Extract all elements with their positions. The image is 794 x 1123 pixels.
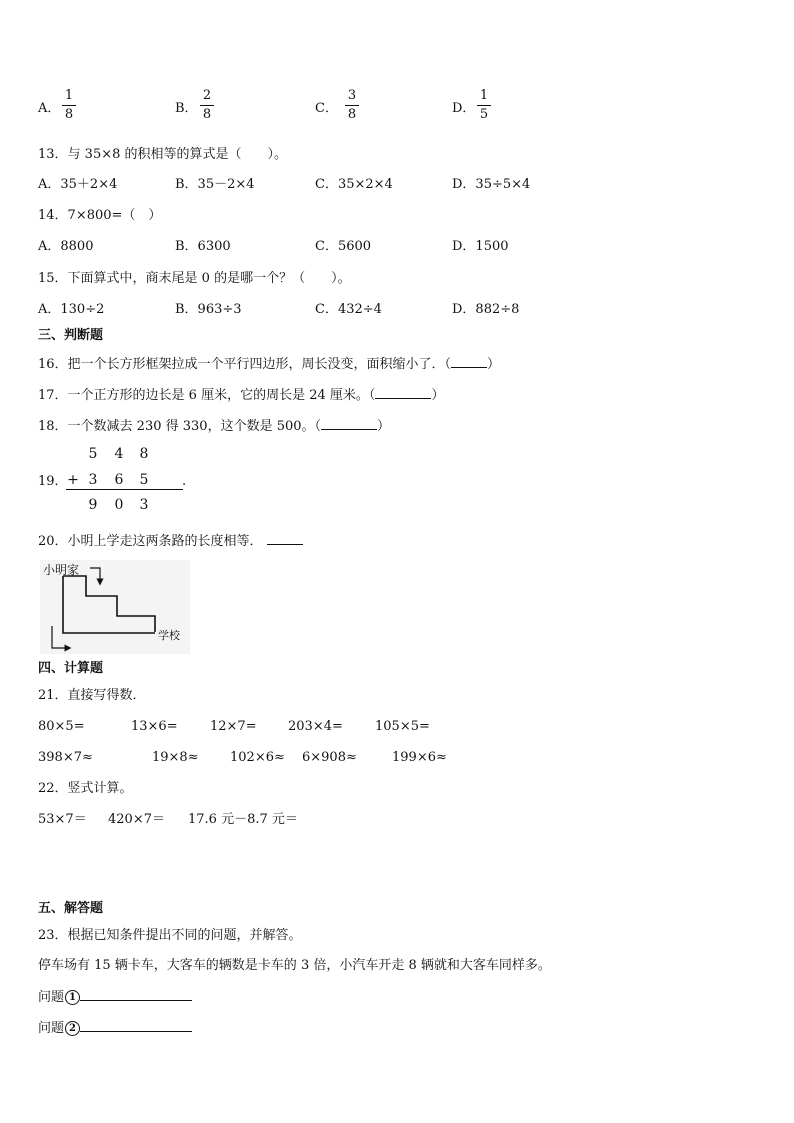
fraction-bar bbox=[200, 105, 214, 106]
q13-option-c: C．35×2×4 bbox=[315, 177, 393, 192]
q18 bbox=[38, 417, 390, 435]
q14-stem: 14．7×800=（ ） bbox=[38, 208, 162, 223]
answer-blank[interactable] bbox=[80, 1019, 192, 1032]
q14-option-b: B．6300 bbox=[175, 239, 231, 254]
digit: 4 bbox=[114, 446, 124, 462]
q15-option-a: A．130÷2 bbox=[38, 302, 105, 317]
q23-text: 停车场有 15 辆卡车，大客车的辆数是卡车的 3 倍，小汽车开走 8 辆就和大客车同样多。 bbox=[38, 958, 551, 973]
q21-item: 19×8≈ bbox=[152, 750, 199, 765]
answer-blank[interactable] bbox=[451, 355, 487, 368]
q18-text: 18．一个数减去 230 得 330，这个数是 500。（ bbox=[38, 419, 322, 434]
answer-blank[interactable] bbox=[267, 532, 303, 545]
q19-label: 19． bbox=[38, 474, 68, 489]
school-label: 学校 bbox=[158, 629, 180, 642]
q21-stem: 21．直接写得数． bbox=[38, 688, 146, 703]
q12-option-b-letter: B． bbox=[175, 101, 198, 116]
q23-question-2 bbox=[38, 1019, 192, 1037]
q15-option-c: C．432÷4 bbox=[315, 302, 382, 317]
fraction-bar bbox=[345, 105, 359, 106]
section-heading-calculation: 四、计算题 bbox=[38, 661, 104, 676]
q21-item: 6×908≈ bbox=[302, 750, 357, 765]
home-label: 小明家 bbox=[43, 563, 80, 577]
q14-option-a: A．8800 bbox=[38, 239, 94, 254]
q21-item: 102×6≈ bbox=[230, 750, 285, 765]
q21-item: 199×6≈ bbox=[392, 750, 447, 765]
denominator: 8 bbox=[64, 107, 74, 122]
q15-option-b: B．963÷3 bbox=[175, 302, 242, 317]
q21-item: 12×7= bbox=[210, 719, 257, 734]
digit: 3 bbox=[88, 472, 98, 488]
question-label: 问题 bbox=[38, 990, 65, 1005]
q12-option-a-fraction bbox=[62, 89, 76, 122]
digit: 5 bbox=[139, 472, 149, 488]
fraction-bar bbox=[62, 105, 76, 106]
q13-option-a: A．35＋2×4 bbox=[38, 177, 118, 192]
q23-question-1 bbox=[38, 988, 192, 1006]
section-heading-judgement: 三、判断题 bbox=[38, 328, 104, 343]
q16 bbox=[38, 355, 500, 373]
digit: 0 bbox=[114, 497, 124, 513]
q13-stem: 13．与 35×8 的积相等的算式是（ ）。 bbox=[38, 147, 288, 162]
q12-option-a-letter: A． bbox=[38, 101, 61, 116]
q17 bbox=[38, 386, 444, 404]
circled-number-1: 1 bbox=[65, 990, 80, 1005]
answer-blank[interactable] bbox=[321, 417, 377, 430]
denominator: 5 bbox=[479, 107, 489, 122]
q14-option-c: C．5600 bbox=[315, 239, 372, 254]
q19-period: . bbox=[182, 474, 187, 489]
q16-close: ） bbox=[487, 357, 501, 372]
q22-stem: 22．竖式计算。 bbox=[38, 781, 133, 796]
denominator: 8 bbox=[202, 107, 212, 122]
section-heading-answer: 五、解答题 bbox=[38, 901, 104, 916]
q20 bbox=[38, 532, 303, 550]
circled-number-2: 2 bbox=[65, 1021, 80, 1036]
digit: 5 bbox=[88, 446, 98, 462]
q17-close: ） bbox=[431, 388, 445, 403]
q17-text: 17．一个正方形的边长是 6 厘米，它的周长是 24 厘米。（ bbox=[38, 388, 376, 403]
q22-item: 420×7＝ bbox=[108, 812, 165, 827]
numerator: 1 bbox=[64, 88, 74, 103]
q21-item: 105×5= bbox=[375, 719, 430, 734]
answer-blank[interactable] bbox=[375, 386, 431, 399]
denominator: 8 bbox=[347, 107, 357, 122]
q12-option-d-letter: D． bbox=[452, 101, 476, 116]
q21-item: 80×5= bbox=[38, 719, 85, 734]
q21-item: 13×6= bbox=[131, 719, 178, 734]
q18-close: ） bbox=[377, 419, 391, 434]
q16-text: 16．把一个长方形框架拉成一个平行四边形，周长没变，面积缩小了．（ bbox=[38, 357, 452, 372]
numerator: 1 bbox=[479, 88, 489, 103]
q13-option-b: B．35－2×4 bbox=[175, 177, 255, 192]
numerator: 2 bbox=[202, 88, 212, 103]
digit: 3 bbox=[139, 497, 149, 513]
digit: 9 bbox=[88, 497, 98, 513]
q21-item: 203×4= bbox=[288, 719, 343, 734]
q14-option-d: D．1500 bbox=[452, 239, 509, 254]
q12-option-b-fraction bbox=[200, 89, 214, 122]
q21-item: 398×7≈ bbox=[38, 750, 93, 765]
digit: 8 bbox=[139, 446, 149, 462]
answer-blank[interactable] bbox=[80, 988, 192, 1001]
q20-text: 20．小明上学走这两条路的长度相等． bbox=[38, 534, 263, 549]
q15-option-d: D．882÷8 bbox=[452, 302, 520, 317]
q22-item: 53×7＝ bbox=[38, 812, 87, 827]
question-label: 问题 bbox=[38, 1021, 65, 1036]
plus-sign: + bbox=[67, 472, 79, 488]
q13-option-d: D．35÷5×4 bbox=[452, 177, 531, 192]
numerator: 3 bbox=[347, 88, 357, 103]
digit: 6 bbox=[114, 472, 124, 488]
q15-stem: 15．下面算式中，商末尾是 0 的是哪一个？（ ）。 bbox=[38, 271, 351, 286]
sum-line bbox=[66, 489, 183, 490]
route-paths bbox=[40, 560, 190, 654]
q22-item: 17.6 元－8.7 元＝ bbox=[188, 812, 298, 827]
route-figure bbox=[40, 560, 190, 654]
fraction-bar bbox=[477, 105, 491, 106]
q23-stem: 23．根据已知条件提出不同的问题，并解答。 bbox=[38, 928, 302, 943]
q12-option-d-fraction bbox=[477, 89, 491, 122]
q12-option-c-letter: C． bbox=[315, 101, 338, 116]
q12-option-c-fraction bbox=[345, 89, 359, 122]
